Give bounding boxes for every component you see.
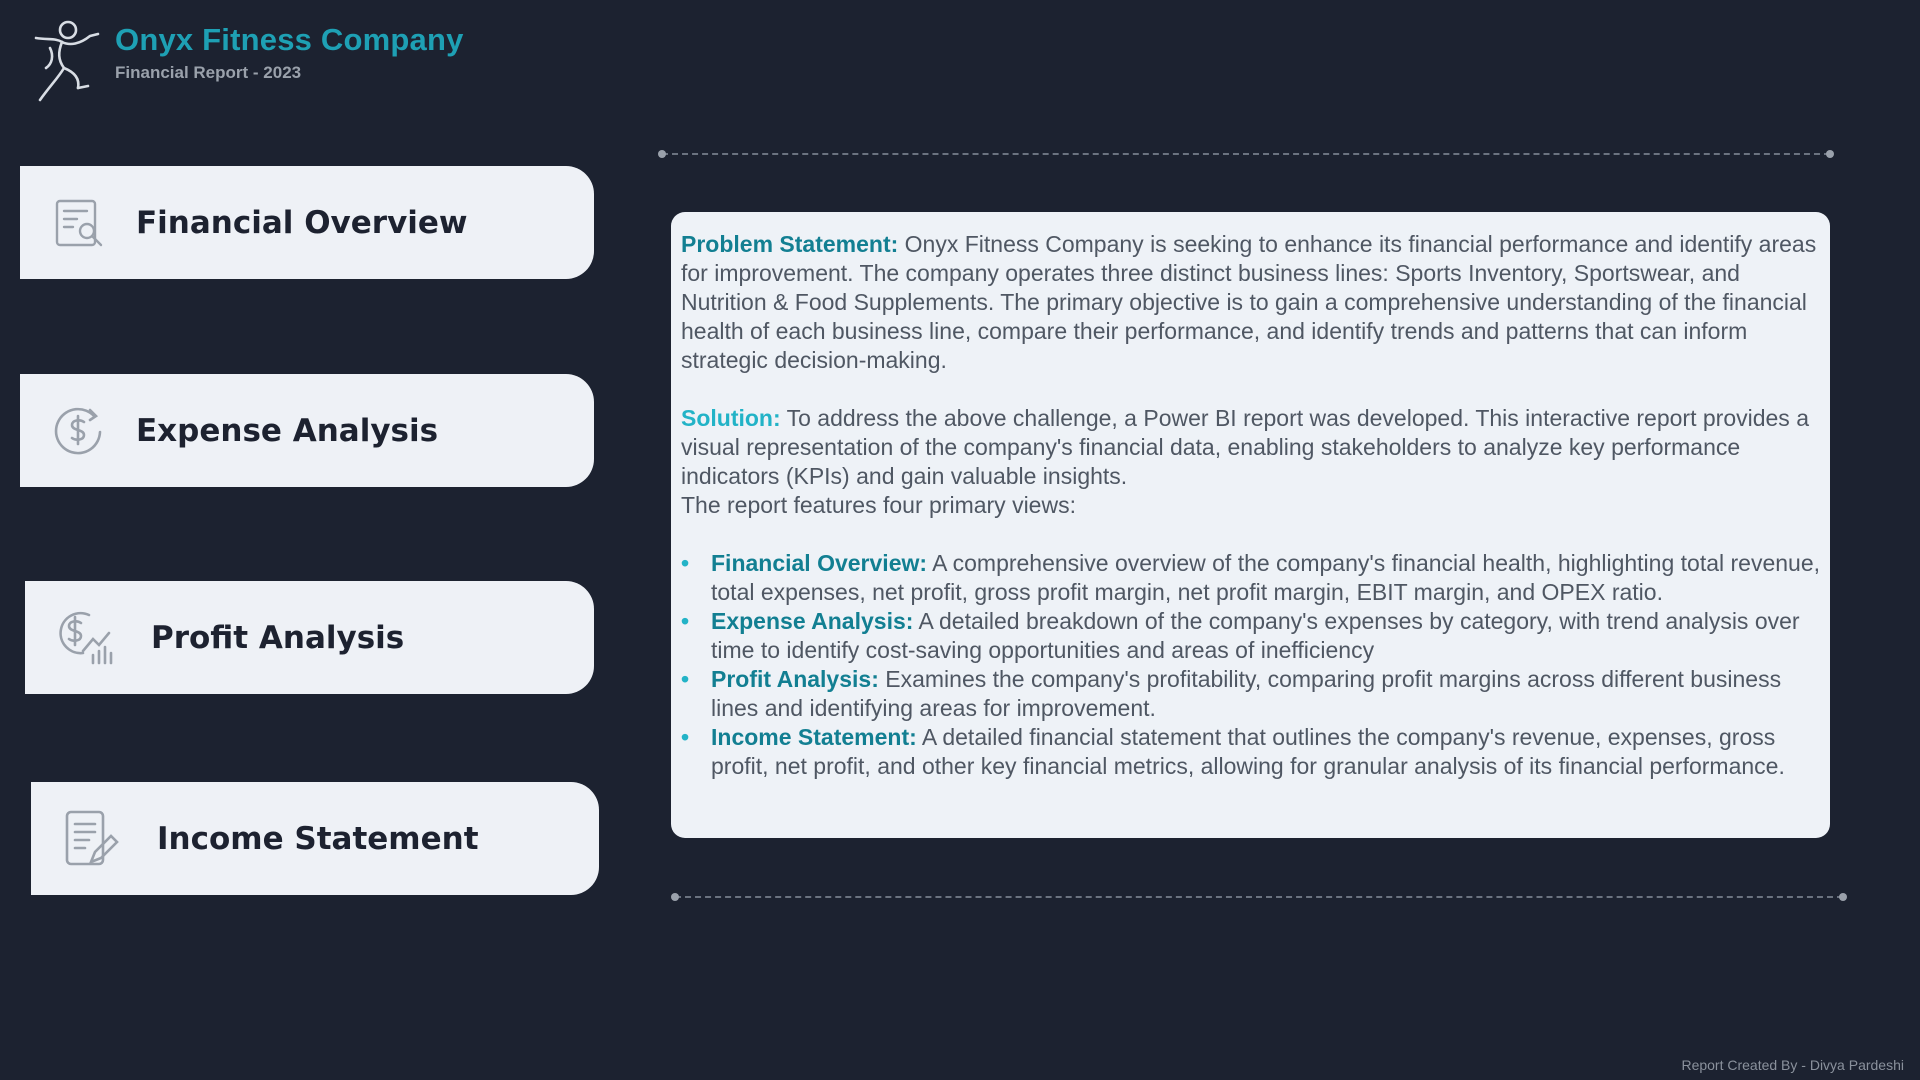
- divider-bottom: [675, 896, 1843, 898]
- nav-label: Income Statement: [157, 820, 479, 857]
- nav-card-financial-overview[interactable]: [20, 166, 594, 279]
- solution: [681, 404, 1822, 491]
- runner-logo-icon: [28, 16, 108, 106]
- view-heading: Profit Analysis:: [711, 666, 879, 692]
- report-subtitle: Financial Report - 2023: [115, 63, 302, 82]
- problem-statement: [681, 230, 1822, 375]
- solution-heading: Solution:: [681, 405, 781, 431]
- list-item: [681, 607, 1822, 665]
- description-panel: [671, 212, 1830, 838]
- dollar-refresh-icon: [48, 400, 110, 462]
- view-text: Examines the company's profitability, comparing profit margins across different business lines and identifying areas for improvement.: [711, 666, 1782, 721]
- divider-top: [662, 153, 1830, 155]
- view-heading: Financial Overview:: [711, 550, 928, 576]
- problem-text: Onyx Fitness Company is seeking to enhance its financial performance and identify areas for improvement. The company operates three distinct business lines: Sports Inventory, Sportswear, and Nutrition & Food Supplements. The primary objective is to gain a comprehensive understanding of the financial health of each business line, compare their performance, and identify trends and patterns that can inform strategic decision-making.: [681, 231, 1817, 373]
- views-list: [681, 549, 1822, 781]
- view-text: A comprehensive overview of the company's financial health, highlighting total revenue, total expenses, net profit, gross profit margin, net profit margin, EBIT margin, and OPEX ratio.: [711, 550, 1821, 605]
- list-item: [681, 723, 1822, 781]
- nav-label: Profit Analysis: [151, 619, 405, 656]
- nav-card-profit-analysis[interactable]: [25, 581, 594, 694]
- dollar-chart-icon: [53, 607, 115, 669]
- views-intro: The report features four primary views:: [681, 492, 1076, 518]
- footer-credit: Report Created By - Divya Pardeshi: [1681, 1057, 1904, 1073]
- list-item: [681, 549, 1822, 607]
- list-item: [681, 665, 1822, 723]
- solution-text: To address the above challenge, a Power BI report was developed. This interactive report provides a visual representation of the company's financial data, enabling stakeholders to analyze key performance indicators (KPIs) and gain valuable insights.: [681, 405, 1809, 489]
- nav-card-expense-analysis[interactable]: [20, 374, 594, 487]
- view-heading: Income Statement:: [711, 724, 917, 750]
- nav-label: Expense Analysis: [136, 412, 439, 449]
- view-heading: Expense Analysis:: [711, 608, 914, 634]
- document-search-icon: [48, 192, 110, 254]
- view-text: A detailed breakdown of the company's expenses by category, with trend analysis over time to identify cost-saving opportunities and areas of inefficiency: [711, 608, 1800, 663]
- nav-card-income-statement[interactable]: [31, 782, 599, 895]
- company-title: Onyx Fitness Company: [115, 22, 464, 57]
- nav-label: Financial Overview: [136, 204, 468, 241]
- view-text: A detailed financial statement that outlines the company's revenue, expenses, gross profit, net profit, and other key financial metrics, allowing for granular analysis of its financial performance.: [711, 724, 1785, 779]
- document-edit-icon: [59, 808, 121, 870]
- problem-heading: Problem Statement:: [681, 231, 899, 257]
